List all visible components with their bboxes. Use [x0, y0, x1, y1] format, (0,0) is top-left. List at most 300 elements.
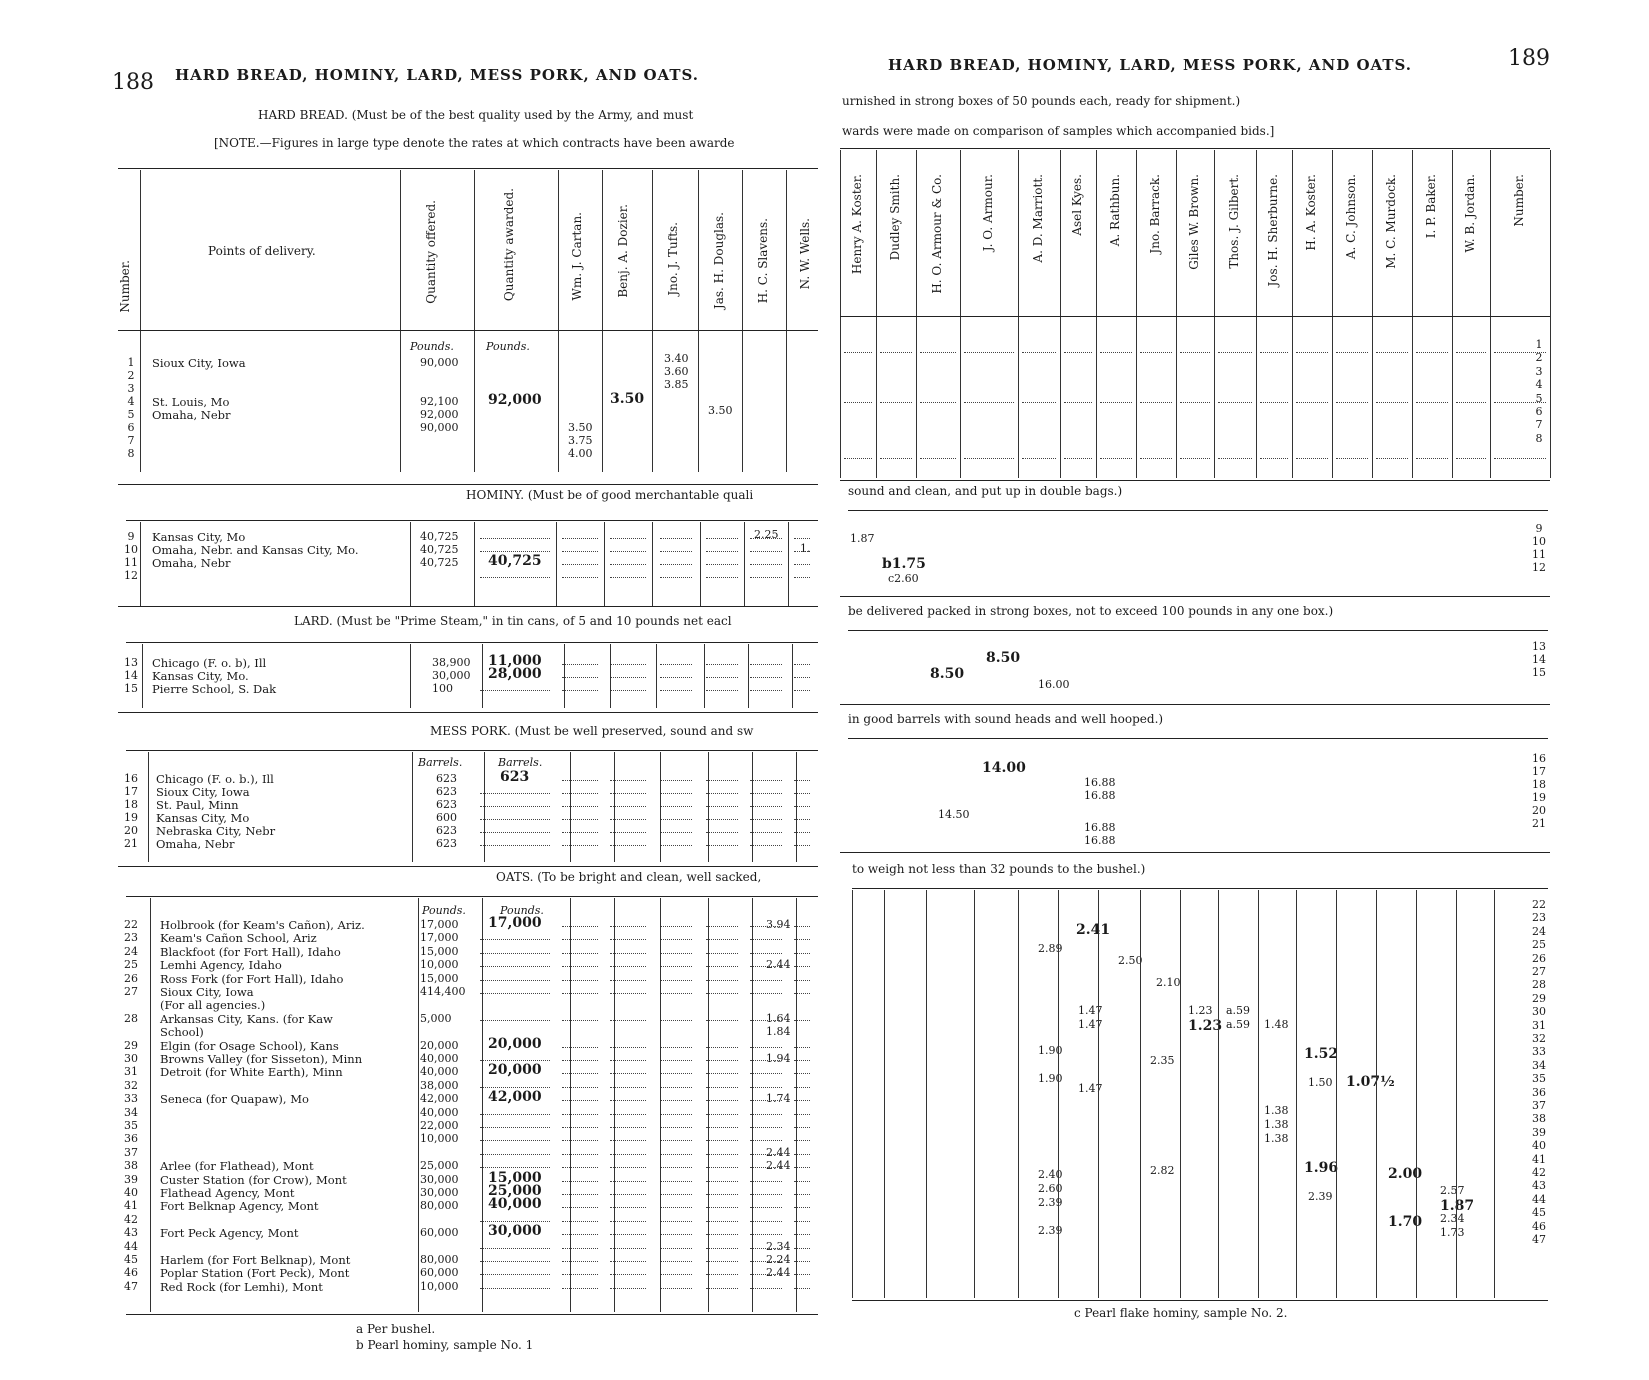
- dot-leader: [706, 551, 738, 552]
- delivery-point: Arkansas City, Kans. (for Kaw: [160, 1011, 333, 1026]
- column-rule: [412, 752, 413, 862]
- header-number: Number.: [118, 260, 132, 313]
- dot-leader: [562, 926, 598, 927]
- bid-value: 1.84: [766, 1025, 791, 1039]
- header-bidder: Thos. J. Gilbert.: [1227, 174, 1241, 269]
- bid-value: 2.39: [1308, 1190, 1333, 1203]
- row-number: 25: [1532, 938, 1546, 952]
- left-caption: HARD BREAD. (Must be of the best quality used by the Army, and must: [258, 108, 694, 122]
- row-number: 28: [124, 1011, 138, 1025]
- dot-leader: [480, 832, 550, 833]
- dot-leader: [1336, 402, 1368, 403]
- dot-leader: [706, 832, 738, 833]
- dot-leader: [750, 939, 782, 940]
- dot-leader: [706, 980, 738, 981]
- dot-leader: [750, 1073, 782, 1074]
- bid-value: 1.38: [1264, 1118, 1289, 1131]
- row-number: 2: [1535, 351, 1543, 365]
- dot-leader: [706, 1114, 738, 1115]
- column-rule: [1018, 890, 1019, 1298]
- dot-leader: [1140, 402, 1172, 403]
- bid-value: 2.44: [766, 958, 791, 972]
- dot-leader: [660, 1194, 692, 1195]
- bid-value: 3.50: [708, 404, 733, 417]
- quantity-offered: 90,000: [420, 421, 459, 434]
- dot-leader: [562, 538, 598, 539]
- dot-leader: [706, 1194, 738, 1195]
- column-rule: [852, 890, 853, 1298]
- dot-leader: [562, 993, 598, 994]
- dot-leader: [610, 819, 646, 820]
- column-rule: [610, 644, 611, 708]
- section-rule: [840, 596, 1550, 597]
- dot-leader: [706, 1207, 738, 1208]
- dot-leader: [480, 690, 550, 691]
- dot-leader: [706, 1087, 738, 1088]
- row-number: 5: [1535, 391, 1543, 405]
- row-number: 44: [1532, 1192, 1546, 1206]
- dot-leader: [610, 564, 646, 565]
- column-rule: [556, 522, 557, 606]
- quantity-offered: 623: [436, 824, 457, 837]
- dot-leader: [610, 1288, 646, 1289]
- dot-leader: [480, 1248, 550, 1249]
- dot-leader: [610, 953, 646, 954]
- dot-leader: [480, 538, 550, 539]
- dot-leader: [562, 1100, 598, 1101]
- dot-leader: [480, 819, 550, 820]
- dot-leader: [750, 1020, 782, 1021]
- column-rule: [140, 522, 141, 606]
- dot-leader: [706, 793, 738, 794]
- dot-leader: [794, 538, 810, 539]
- awarded-bid-value: 1.52: [1304, 1046, 1339, 1062]
- dot-leader: [1336, 352, 1368, 353]
- header-bidder: A. C. Johnson.: [1344, 174, 1358, 260]
- bid-value: a.59: [1226, 1004, 1251, 1017]
- dot-leader: [610, 1060, 646, 1061]
- column-rule: [558, 170, 559, 472]
- column-rule: [602, 170, 603, 472]
- row-number: 45: [1532, 1206, 1546, 1220]
- quantity-offered: 40,000: [420, 1065, 459, 1079]
- quantity-awarded: 25,000: [488, 1183, 542, 1199]
- dot-leader: [660, 1154, 692, 1155]
- dot-leader: [660, 1221, 692, 1222]
- quantity-offered: 40,000: [420, 1105, 459, 1119]
- dot-leader: [1296, 458, 1328, 459]
- row-number: 11: [1532, 548, 1546, 561]
- row-number: 22: [1532, 898, 1546, 911]
- section-oats: OATS. (To be bright and clean, well sacked,: [496, 870, 762, 884]
- column-rule: [708, 898, 709, 1312]
- quantity-offered: 90,000: [420, 356, 459, 369]
- dot-leader: [610, 1020, 646, 1021]
- dot-leader: [1416, 352, 1448, 353]
- dot-leader: [1218, 402, 1252, 403]
- row-number: 21: [1532, 817, 1546, 830]
- section-mess-pork: MESS PORK. (Must be well preserved, sound and sw: [430, 724, 754, 738]
- dot-leader: [610, 1234, 646, 1235]
- header-rule: [118, 330, 818, 331]
- delivery-point: Omaha, Nebr. and Kansas City, Mo.: [152, 543, 359, 557]
- dot-leader: [706, 1020, 738, 1021]
- dot-leader: [1180, 352, 1210, 353]
- quantity-offered: 414,400: [420, 985, 466, 998]
- header-bidder: M. C. Murdock.: [1384, 174, 1398, 269]
- header-bidder: Henry A. Koster.: [850, 174, 864, 275]
- dot-leader: [562, 677, 598, 678]
- row-number: 38: [1532, 1112, 1546, 1126]
- dot-leader: [610, 1127, 646, 1128]
- table-bottom-rule: [852, 1300, 1548, 1301]
- bid-value: 1.74: [766, 1092, 791, 1106]
- dot-leader: [660, 1127, 692, 1128]
- dot-leader: [562, 577, 598, 578]
- row-number: 18: [1532, 778, 1546, 791]
- quantity-awarded: 92,000: [488, 392, 542, 408]
- row-number: 44: [124, 1239, 138, 1253]
- dot-leader: [1100, 458, 1132, 459]
- row-number: 13: [1532, 640, 1546, 653]
- bid-value: a.59: [1226, 1018, 1251, 1031]
- dot-leader: [750, 1154, 782, 1155]
- quantity-offered: 42,000: [420, 1092, 459, 1106]
- row-number: 6: [1535, 405, 1543, 418]
- dot-leader: [660, 1274, 692, 1275]
- dot-leader: [562, 690, 598, 691]
- quantity-offered: 60,000: [420, 1266, 459, 1280]
- dot-leader: [750, 1127, 782, 1128]
- delivery-point: Red Rock (for Lemhi), Mont: [160, 1279, 323, 1294]
- quantity-offered: 10,000: [420, 1279, 459, 1293]
- bid-value: 3.60: [664, 365, 689, 378]
- dot-leader: [750, 1274, 782, 1275]
- dot-leader: [706, 1154, 738, 1155]
- quantity-offered: 17,000: [420, 931, 459, 945]
- quantity-offered: 38,000: [420, 1078, 459, 1092]
- dot-leader: [480, 953, 550, 954]
- row-number: 2: [127, 369, 135, 382]
- row-number: 47: [124, 1279, 138, 1293]
- dot-leader: [750, 1047, 782, 1048]
- delivery-point: Omaha, Nebr: [152, 556, 231, 570]
- bid-value: 1.38: [1264, 1104, 1289, 1117]
- dot-leader: [660, 832, 692, 833]
- dot-leader: [610, 966, 646, 967]
- dot-leader: [1100, 402, 1132, 403]
- quantity-offered: 623: [436, 772, 457, 785]
- bid-value: c2.60: [888, 572, 919, 585]
- quantity-offered: 60,000: [420, 1226, 459, 1240]
- column-rule: [1456, 890, 1457, 1298]
- dot-leader: [1416, 402, 1448, 403]
- dot-leader: [1260, 458, 1288, 459]
- column-rule: [400, 170, 401, 472]
- dot-leader: [1296, 352, 1328, 353]
- dot-leader: [562, 1073, 598, 1074]
- bid-value: 2.82: [1150, 1164, 1175, 1177]
- dot-leader: [562, 1234, 598, 1235]
- delivery-point: Kansas City, Mo: [156, 811, 250, 825]
- column-rule: [410, 644, 411, 708]
- units-label: Pounds.: [422, 904, 466, 917]
- dot-leader: [660, 1073, 692, 1074]
- row-number: 7: [127, 434, 135, 447]
- column-rule: [1214, 150, 1215, 478]
- column-rule: [742, 170, 743, 472]
- bid-value: 1.50: [1308, 1076, 1333, 1089]
- row-number: 32: [1532, 1032, 1546, 1045]
- column-rule: [614, 898, 615, 1312]
- quantity-offered: 38,900: [432, 656, 471, 669]
- delivery-point: Sioux City, Iowa: [160, 985, 254, 999]
- delivery-point: Blackfoot (for Fort Hall), Idaho: [160, 944, 341, 959]
- column-rule: [1136, 150, 1137, 478]
- dot-leader: [1064, 402, 1092, 403]
- column-rule: [410, 522, 411, 606]
- header-bidder: Giles W. Brown.: [1187, 174, 1201, 270]
- dot-leader: [660, 926, 692, 927]
- delivery-point: Ross Fork (for Fort Hall), Idaho: [160, 971, 344, 986]
- row-number: 23: [124, 931, 138, 945]
- delivery-point: Sioux City, Iowa: [156, 785, 250, 799]
- dot-leader: [1456, 402, 1486, 403]
- dot-leader: [1296, 402, 1328, 403]
- bid-value: 1.94: [766, 1052, 791, 1065]
- row-number: 6: [127, 421, 135, 434]
- dot-leader: [920, 458, 956, 459]
- dot-leader: [750, 1140, 782, 1141]
- dot-leader: [750, 953, 782, 954]
- column-rule: [1218, 890, 1219, 1298]
- awarded-bid-value: 1.96: [1304, 1160, 1339, 1176]
- row-number: 3: [1535, 364, 1543, 378]
- dot-leader: [480, 793, 550, 794]
- row-number: 22: [124, 918, 138, 931]
- column-rule: [418, 898, 419, 1312]
- dot-leader: [844, 402, 872, 403]
- section-rule: [126, 750, 818, 751]
- dot-leader: [1218, 352, 1252, 353]
- dot-leader: [610, 993, 646, 994]
- dot-leader: [706, 1073, 738, 1074]
- row-number: 47: [1532, 1233, 1546, 1246]
- dot-leader: [660, 1047, 692, 1048]
- dot-leader: [480, 1114, 550, 1115]
- dot-leader: [660, 564, 692, 565]
- row-number: 4: [127, 395, 135, 408]
- header-bidder: A. D. Marriott.: [1031, 174, 1045, 263]
- dot-leader: [660, 1114, 692, 1115]
- dot-leader: [706, 577, 738, 578]
- row-number: 29: [1532, 991, 1546, 1005]
- header-bidder: I. P. Baker.: [1424, 174, 1438, 239]
- dot-leader: [562, 953, 598, 954]
- dot-leader: [660, 793, 692, 794]
- dot-leader: [1260, 402, 1288, 403]
- dot-leader: [706, 1140, 738, 1141]
- delivery-point: (For all agencies.): [160, 998, 266, 1013]
- column-rule: [570, 898, 571, 1312]
- quantity-awarded: 20,000: [488, 1035, 542, 1052]
- row-number: 34: [1532, 1058, 1546, 1072]
- row-number: 18: [124, 798, 138, 811]
- dot-leader: [660, 1288, 692, 1289]
- delivery-point: Omaha, Nebr: [156, 837, 235, 851]
- dot-leader: [610, 1261, 646, 1262]
- dot-leader: [610, 926, 646, 927]
- delivery-point: School): [160, 1025, 204, 1040]
- column-rule: [1550, 150, 1551, 478]
- units-label: Barrels.: [498, 756, 543, 769]
- table-top-rule: [840, 148, 1550, 149]
- row-number: 41: [124, 1199, 138, 1213]
- header-bidder: Dudley Smith.: [888, 174, 902, 261]
- quantity-offered: 600: [436, 811, 457, 824]
- dot-leader: [610, 980, 646, 981]
- delivery-point: Seneca (for Quapaw), Mo: [160, 1092, 309, 1107]
- dot-leader: [750, 793, 782, 794]
- row-number: 41: [1532, 1152, 1546, 1166]
- column-rule: [1376, 890, 1377, 1298]
- row-number: 36: [124, 1132, 138, 1146]
- dot-leader: [562, 1060, 598, 1061]
- dot-leader: [750, 819, 782, 820]
- dot-leader: [610, 690, 646, 691]
- dot-leader: [610, 1167, 646, 1168]
- section-rule: [852, 888, 1548, 889]
- header-points-of-delivery: Points of delivery.: [208, 244, 316, 258]
- dot-leader: [562, 819, 598, 820]
- bid-value: 2.10: [1156, 976, 1181, 989]
- column-rule: [1372, 150, 1373, 478]
- column-rule: [482, 644, 483, 708]
- row-number: 8: [127, 447, 135, 460]
- dot-leader: [844, 458, 872, 459]
- column-rule: [660, 898, 661, 1312]
- dot-leader: [706, 953, 738, 954]
- row-number: 25: [124, 958, 138, 972]
- section-rule: [118, 606, 818, 607]
- quantity-awarded: 15,000: [488, 1169, 542, 1186]
- dot-leader: [1180, 458, 1210, 459]
- row-number: 17: [1532, 765, 1546, 778]
- dot-leader: [660, 677, 692, 678]
- bid-value: 16.88: [1084, 821, 1116, 834]
- row-number: 14: [1532, 653, 1546, 666]
- bid-value: 2.35: [1150, 1054, 1175, 1067]
- section-oats: to weigh not less than 32 pounds to the bushel.): [852, 862, 1146, 876]
- dot-leader: [480, 1167, 550, 1168]
- column-rule: [796, 898, 797, 1312]
- dot-leader: [562, 1154, 598, 1155]
- delivery-point: Browns Valley (for Sisseton), Minn: [160, 1052, 363, 1066]
- dot-leader: [920, 352, 956, 353]
- dot-leader: [706, 564, 738, 565]
- bid-value: 16.00: [1038, 678, 1070, 691]
- row-number: 39: [1532, 1125, 1546, 1139]
- dot-leader: [750, 832, 782, 833]
- row-number: 16: [1532, 752, 1546, 765]
- dot-leader: [610, 1274, 646, 1275]
- row-number: 43: [1532, 1179, 1546, 1193]
- dot-leader: [610, 1181, 646, 1182]
- left-note: [NOTE.—Figures in large type denote the rates at which contracts have been awarde: [214, 136, 735, 150]
- column-rule: [1140, 890, 1141, 1298]
- dot-leader: [660, 1207, 692, 1208]
- dot-leader: [750, 966, 782, 967]
- dot-leader: [562, 1140, 598, 1141]
- dot-leader: [660, 993, 692, 994]
- column-rule: [700, 522, 701, 606]
- bid-value: 2.44: [766, 1145, 791, 1159]
- row-number: 14: [124, 669, 138, 682]
- column-rule: [786, 170, 787, 472]
- dot-leader: [610, 793, 646, 794]
- delivery-point: Omaha, Nebr: [152, 408, 231, 422]
- dot-leader: [750, 1207, 782, 1208]
- row-number: 15: [124, 682, 138, 695]
- row-number: 46: [124, 1266, 138, 1280]
- bid-value: 2.44: [766, 1266, 791, 1280]
- dot-leader: [1456, 352, 1486, 353]
- dot-leader: [480, 966, 550, 967]
- row-number: 12: [1532, 561, 1546, 574]
- column-rule: [614, 752, 615, 862]
- dot-leader: [706, 690, 738, 691]
- column-rule: [656, 644, 657, 708]
- row-number: 4: [1535, 378, 1543, 392]
- dot-leader: [1376, 458, 1408, 459]
- quantity-offered: 10,000: [420, 1132, 459, 1146]
- row-number: 37: [124, 1145, 138, 1159]
- section-rule: [118, 484, 818, 485]
- header-quantity-offered: Quantity offered.: [424, 200, 438, 304]
- column-rule: [1296, 890, 1297, 1298]
- dot-leader: [750, 845, 782, 846]
- quantity-offered: 40,725: [420, 530, 459, 543]
- dot-leader: [660, 966, 692, 967]
- dot-leader: [480, 1274, 550, 1275]
- row-number: 36: [1532, 1085, 1546, 1099]
- row-number: 42: [1532, 1166, 1546, 1179]
- bid-value: 2.40: [1038, 1168, 1063, 1181]
- row-number: 34: [124, 1105, 138, 1119]
- dot-leader: [562, 1114, 598, 1115]
- dot-leader: [706, 677, 738, 678]
- dot-leader: [562, 1274, 598, 1275]
- bid-value: 1.64: [766, 1011, 791, 1025]
- quantity-awarded: 28,000: [488, 666, 542, 682]
- row-number: 10: [124, 543, 138, 556]
- dot-leader: [706, 664, 738, 665]
- column-rule: [150, 898, 151, 1312]
- section-rule: [848, 510, 1548, 511]
- dot-leader: [660, 1060, 692, 1061]
- dot-leader: [562, 780, 598, 781]
- row-number: 7: [1535, 418, 1543, 432]
- section-rule: [848, 738, 1548, 739]
- quantity-offered: 22,000: [420, 1119, 459, 1132]
- dot-leader: [880, 402, 912, 403]
- quantity-awarded: 42,000: [488, 1089, 542, 1106]
- awarded-bid-value: 8.50: [986, 650, 1021, 666]
- section-mess-pork: in good barrels with sound heads and well hooped.): [848, 712, 1164, 726]
- dot-leader: [562, 939, 598, 940]
- column-rule: [482, 898, 483, 1312]
- delivery-point: Sioux City, Iowa: [152, 356, 246, 370]
